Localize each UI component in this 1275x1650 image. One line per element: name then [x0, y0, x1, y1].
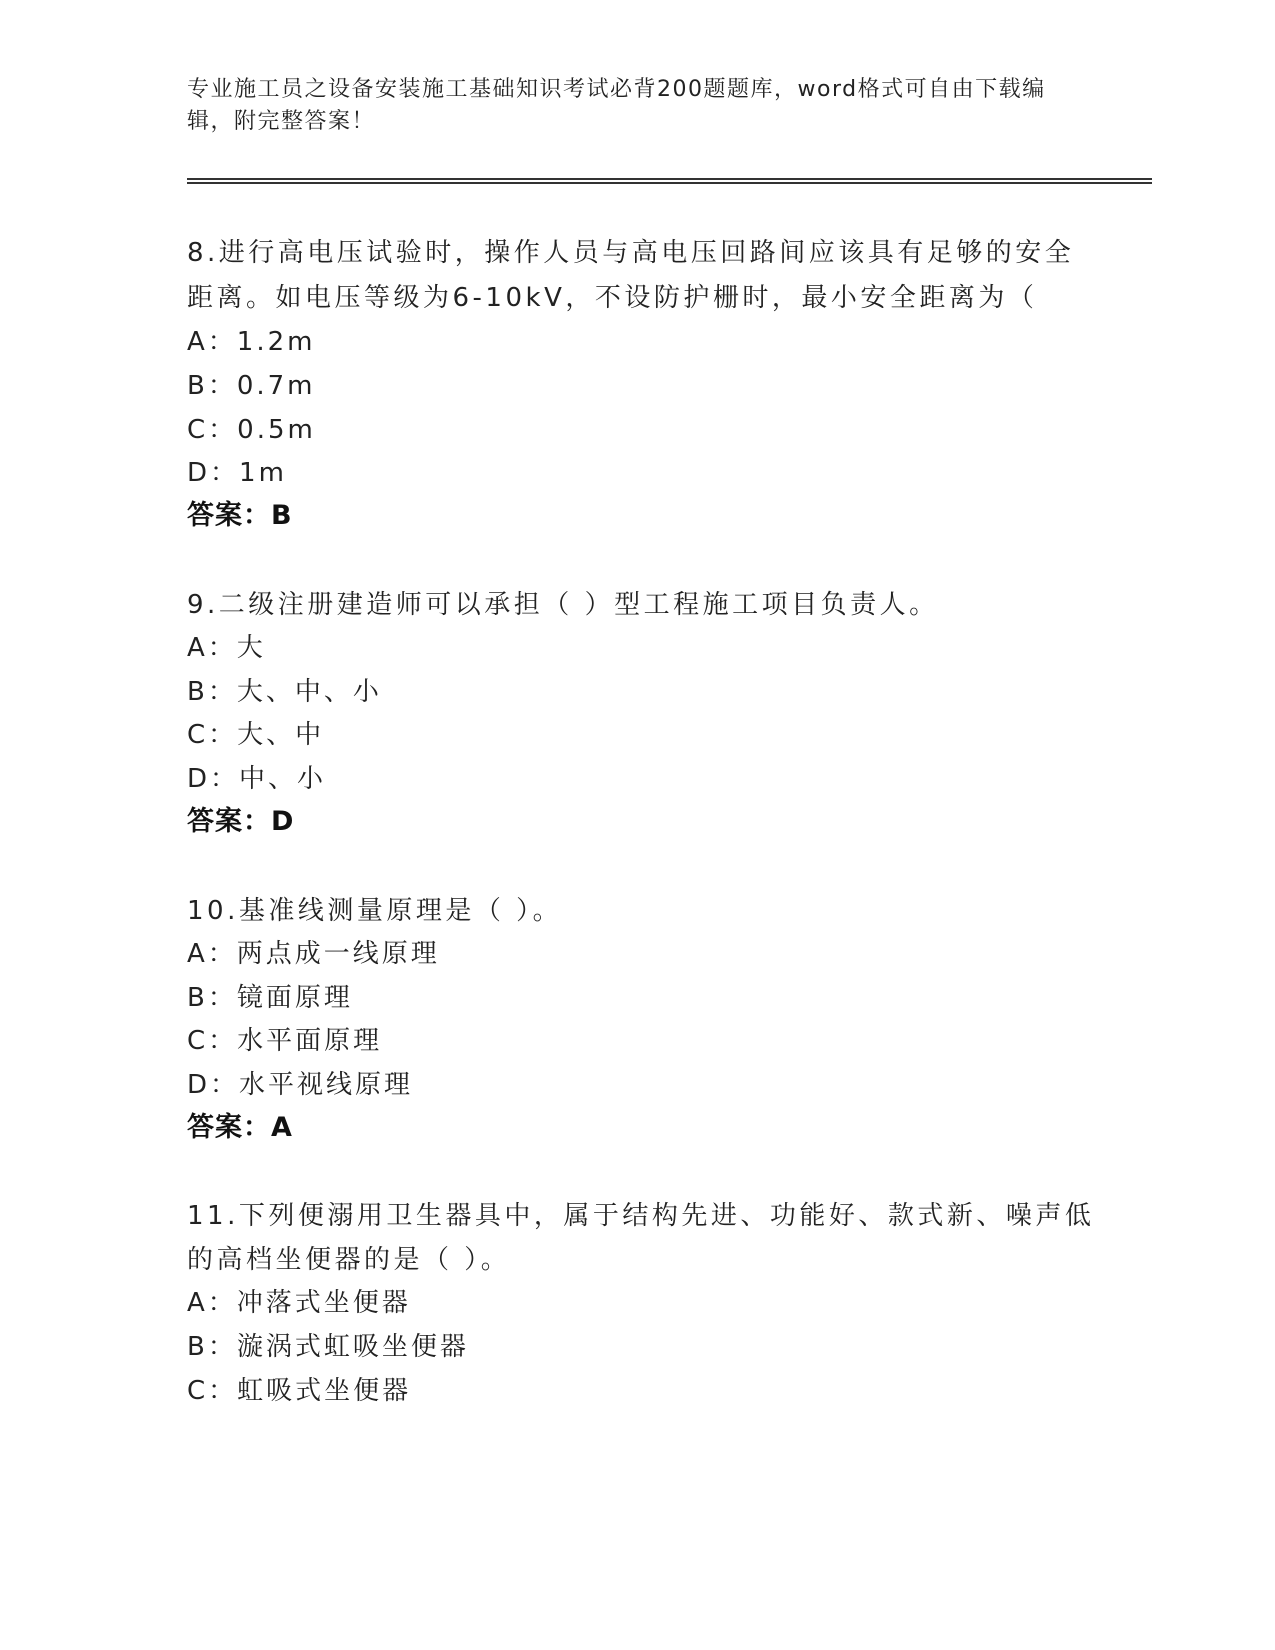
question-text-line: 8.进行高电压试验时，操作人员与高电压回路间应该具有足够的安全 — [187, 238, 1075, 268]
option-d: D：水平视线原理 — [187, 1070, 414, 1100]
option-b: B：镜面原理 — [187, 983, 353, 1013]
option-c: C：0.5m — [187, 415, 316, 445]
option-d: D：1m — [187, 458, 287, 488]
question-text-line: 的高档坐便器的是（ ）。 — [187, 1245, 511, 1275]
option-c: C：水平面原理 — [187, 1026, 383, 1056]
answer-label: 答案：D — [187, 806, 295, 837]
option-b: B：漩涡式虹吸坐便器 — [187, 1332, 469, 1362]
option-a: A：大 — [187, 633, 266, 663]
option-b: B：大、中、小 — [187, 677, 382, 707]
question-text-line: 9.二级注册建造师可以承担（ ）型工程施工项目负责人。 — [187, 590, 939, 620]
document-title: 专业施工员之设备安装施工基础知识考试必背200题题库，word格式可自由下载编辑，附完整答案！ — [187, 77, 1046, 134]
answer-label: 答案：B — [187, 500, 293, 531]
question-text-line: 距离。如电压等级为6-10kV，不设防护栅时，最小安全距离为（ — [187, 283, 1038, 313]
option-c: C：大、中 — [187, 720, 325, 750]
option-c: C：虹吸式坐便器 — [187, 1376, 412, 1406]
option-a: A：两点成一线原理 — [187, 939, 440, 969]
question-text-line: 11.下列便溺用卫生器具中，属于结构先进、功能好、款式新、噪声低 — [187, 1201, 1095, 1231]
option-d: D：中、小 — [187, 764, 327, 794]
option-a: A：1.2m — [187, 327, 316, 357]
header-divider — [187, 178, 1152, 184]
option-b: B：0.7m — [187, 371, 316, 401]
option-a: A：冲落式坐便器 — [187, 1288, 411, 1318]
answer-label: 答案：A — [187, 1112, 293, 1143]
question-text-line: 10.基准线测量原理是（ ）。 — [187, 896, 563, 926]
